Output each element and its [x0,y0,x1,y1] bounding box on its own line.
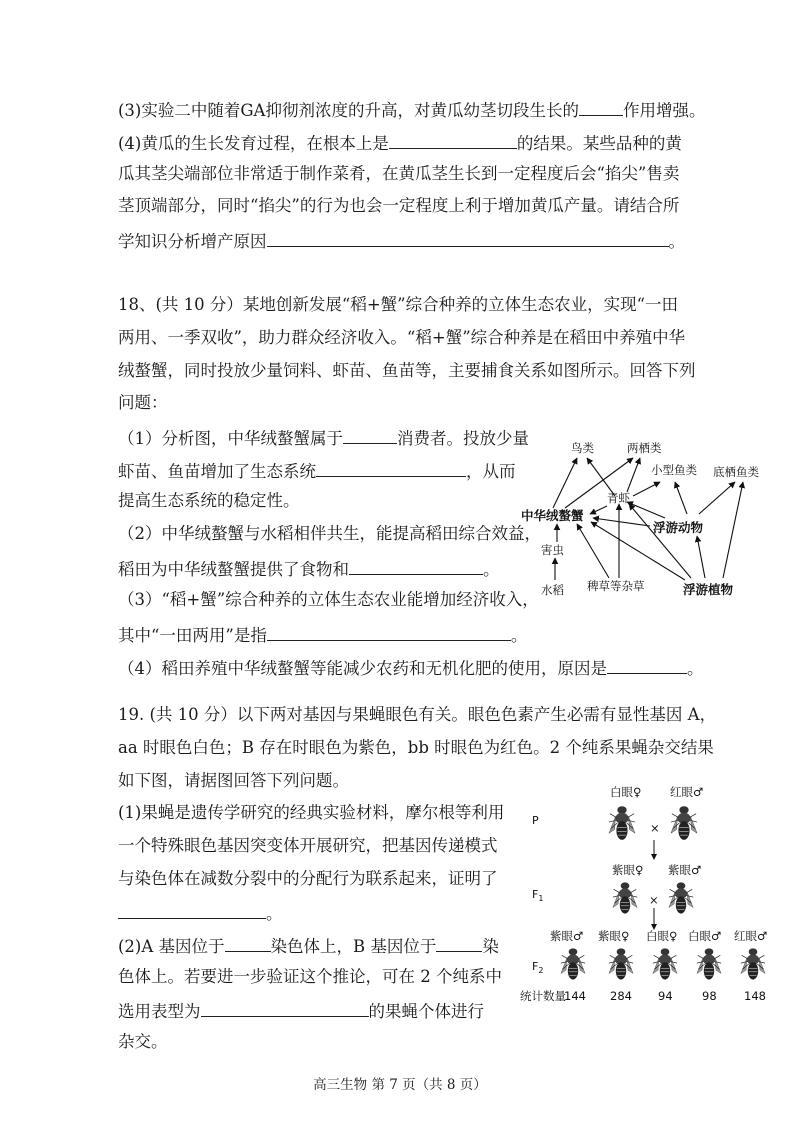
q17-blank-3[interactable] [579,97,623,116]
count-label: 统计数量 [520,989,566,1003]
node-crab: 中华绒螯蟹 [521,508,584,523]
q19-blank-2b[interactable] [436,933,482,952]
p-male-label: 红眼♂ [670,785,704,799]
fly-p-female [609,806,635,840]
q18-line-4: 问题： [118,393,168,412]
q18-sub1-line-2: 虾苗、鱼苗增加了生态系统 ，从而 [118,458,516,483]
fly-f2-1 [561,948,585,979]
q17-blank-4b[interactable] [267,228,669,247]
page-footer: 高三生物 第 7 页（共 8 页） [313,1077,487,1093]
q17-line-4: 茎顶端部分，同时“掐尖”的行为也会一定程度上利于增加黄瓜产量。请结合所 [118,196,680,215]
q17-line-5: 学知识分析增产原因 。 [118,228,685,253]
f2-type-4: 白眼♂ [688,929,722,943]
fly-f2-5 [741,948,765,979]
q18-blank-2[interactable] [349,556,483,575]
q19-sub1-line-3: 与染色体在减数分裂中的分配行为联系起来，证明了 [118,869,498,888]
fly-f2-3 [653,948,677,979]
q19-sub2-line-2: 色体上。若要进一步验证这个推论，可在 2 个纯系中 [118,967,502,986]
node-shrimp: 青虾 [607,491,630,505]
fly-f1-female [613,882,637,913]
f2-type-3: 白眼♀ [646,929,678,943]
q19-blank-2c[interactable] [201,998,369,1017]
count-5: 148 [744,989,766,1003]
gen-label-f1: $F_1$ [532,888,544,903]
genetic-cross-diagram [520,780,785,1010]
q19-blank-1[interactable] [118,900,266,919]
q19-sub2-line-3: 选用表型为 的果蝇个体进行 [118,998,484,1023]
q17-line-3: 瓜其茎尖端部位非常适于制作菜肴，在黄瓜茎生长到一定程度后会“掐尖”售卖 [118,164,680,183]
arrow-weeds-crab [577,524,609,578]
q18-sub1-line-3: 提高生态系统的稳定性。 [118,491,300,510]
q19-line-1: 19. (共 10 分）以下两对基因与果蝇眼色有关。眼色色素产生必需有显性基因 A， [118,705,717,724]
node-bird: 鸟类 [571,441,594,455]
node-pest: 害虫 [541,543,564,557]
fly-f1-male [669,882,693,913]
q18-sub1-line-1: （1）分析图，中华绒螯蟹属于 消费者。投放少量 [118,425,529,450]
q18-sub4-line-1: （4）稻田养殖中华绒螯蟹等能减少农药和无机化肥的使用，原因是 。 [118,655,704,680]
arrow-crab-bird [553,458,577,508]
gen-label-f2: $F_2$ [532,960,544,975]
q18-sub2-line-1: （2）中华绒螯蟹与水稻相伴共生，能提高稻田综合效益， [118,524,541,543]
q19-sub1-line-2: 一个特殊眼色基因突变体开展研究，把基因传递模式 [118,836,498,855]
food-web-diagram [515,440,775,620]
f2-type-2: 紫眼♀ [598,929,630,943]
f1-cross-sign: × [649,893,659,907]
node-zooplankton: 浮游动物 [653,520,704,535]
q18-blank-3[interactable] [267,622,511,641]
q19-sub2-line-1: (2)A 基因位于 染色体上，B 基因位于 染 [118,933,499,958]
q17-blank-4a[interactable] [389,130,517,149]
arrow-zoo-benthic [699,482,735,514]
arrow-phyto-benthic [723,482,743,578]
q19-blank-2a[interactable] [225,933,271,952]
arrow-shrimp-smallfish [633,482,660,496]
node-rice: 水稻 [541,583,564,597]
q18-blank-4[interactable] [607,655,687,674]
q19-line-3: 如下图，请据图回答下列问题。 [118,771,349,790]
arrow-zoo-smallfish [675,482,687,514]
node-weeds: 稗草等杂草 [587,579,645,593]
q18-blank-1b[interactable] [316,458,466,477]
q17-line-1: (3)实验二中随着GA抑彻剂浓度的升高，对黄瓜幼茎切段生长的 作用增强。 [118,97,705,122]
count-2: 284 [610,989,632,1003]
q18-blank-1a[interactable] [343,425,397,444]
arrow-zoo-shrimp [627,502,665,518]
arrow-shrimp-amphibian [627,458,640,492]
p-female-label: 白眼♀ [610,785,642,799]
q18-line-2: 两用、一季双收”，助力群众经济收入。“稻+蟹”综合种养是在稻田中养殖中华 [118,328,686,347]
q18-sub2-line-2: 稻田为中华绒螯蟹提供了食物和 。 [118,556,500,581]
q19-line-2: aa 时眼色白色；B 存在时眼色为紫色，bb 时眼色为红色。2 个纯系果蝇杂交结果 [118,738,714,757]
q19-sub1-line-1: (1)果蝇是遗传学研究的经典实验材料，摩尔根等利用 [118,803,505,822]
f2-type-5: 红眼♂ [734,929,768,943]
arrow-phyto-shrimp [629,504,691,578]
node-phytoplankton: 浮游植物 [683,582,734,597]
p-cross-sign: × [650,821,660,835]
count-3: 94 [658,989,673,1003]
count-1: 144 [564,989,586,1003]
arrow-head-p-f1 [651,854,657,860]
q18-sub3-line-1: （3）“稻+蟹”综合种养的立体生态农业能增加经济收入， [118,590,539,609]
q18-sub3-line-2: 其中“一田两用”是指 。 [118,622,527,647]
f1-female-label: 紫眼♀ [612,863,644,877]
count-4: 98 [702,989,717,1003]
arrow-shrimp-crab [590,506,607,514]
q17-line-2: (4)黄瓜的生长发育过程，在根本上是 的结果。某些品种的黄 [118,130,682,155]
fly-p-male [671,806,697,840]
q18-line-3: 绒螯蟹，同时投放少量饲料、虾苗、鱼苗等，主要捕食关系如图所示。回答下列 [118,361,696,380]
gen-label-p: P [532,814,539,827]
node-small-fish: 小型鱼类 [651,463,697,477]
node-benthic-fish: 底栖鱼类 [713,465,759,479]
f2-type-1: 紫眼♂ [550,929,584,943]
q18-line-1: 18、(共 10 分）某地创新发展“稻+蟹”综合种养的立体生态农业，实现“一田 [118,295,679,314]
fly-f2-4 [697,948,721,979]
fly-f2-2 [609,948,633,979]
arrow-phyto-zoo [697,536,705,578]
q19-sub2-line-4: 杂交。 [118,1032,168,1051]
node-amphibian: 两栖类 [627,441,662,455]
f1-male-label: 紫眼♂ [668,863,702,877]
q19-sub1-line-4: 。 [118,900,283,925]
